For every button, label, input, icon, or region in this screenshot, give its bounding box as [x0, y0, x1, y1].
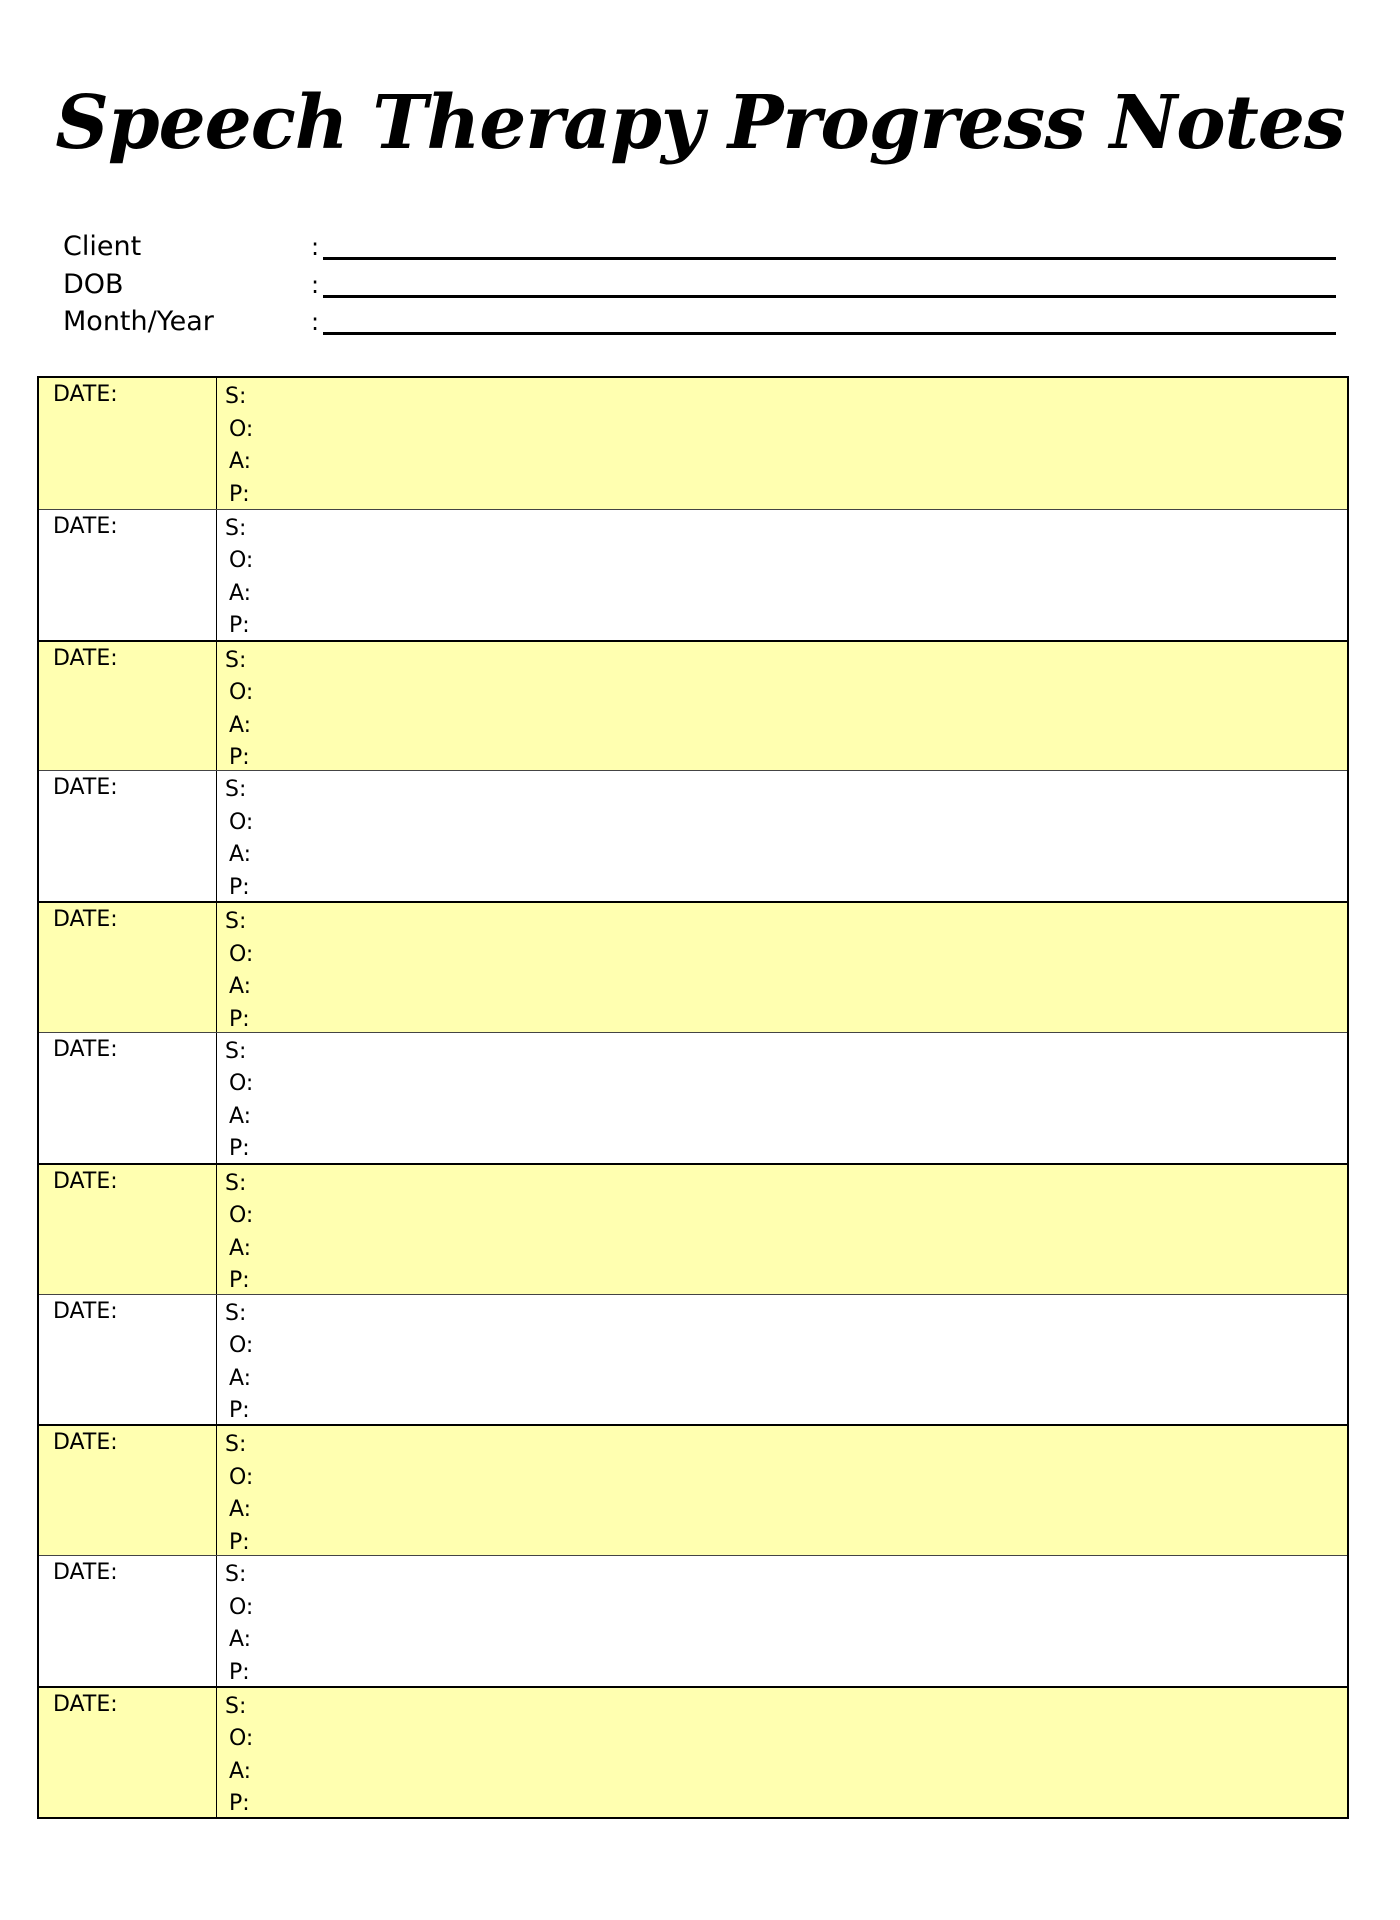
note-entry-row [39, 1163, 1347, 1294]
assessment-label: A: [229, 1497, 252, 1523]
objective-label: O: [229, 548, 254, 574]
note-entry-row [39, 770, 1347, 901]
date-label: DATE: [53, 513, 118, 539]
soap-cell [225, 1036, 253, 1166]
note-entry-row [39, 378, 1347, 509]
subjective-label: S: [225, 647, 247, 673]
plan-label: P: [229, 1268, 250, 1294]
note-entry-row [39, 1294, 1347, 1425]
note-entry-row [39, 640, 1347, 771]
objective-label: O: [229, 809, 254, 835]
date-cell [39, 1165, 217, 1294]
note-entry-row [39, 1555, 1347, 1686]
objective-label: O: [229, 1071, 254, 1097]
dob-label: DOB [63, 268, 124, 300]
plan-label: P: [229, 1659, 250, 1685]
plan-label: P: [229, 1791, 250, 1817]
assessment-label: A: [229, 712, 252, 738]
plan-label: P: [229, 745, 250, 771]
note-entry-row [39, 1686, 1347, 1817]
date-label: DATE: [53, 1036, 118, 1062]
soap-cell [225, 513, 253, 643]
note-entry-row [39, 1424, 1347, 1555]
date-label: DATE: [53, 1430, 118, 1456]
note-entry-row [39, 509, 1347, 640]
objective-label: O: [229, 416, 254, 442]
client-blank-line [323, 257, 1336, 260]
date-cell [39, 1033, 217, 1163]
date-cell [39, 903, 217, 1032]
soap-cell [225, 906, 253, 1036]
plan-label: P: [229, 613, 250, 639]
assessment-label: A: [229, 1758, 252, 1784]
date-label: DATE: [53, 1691, 118, 1717]
plan-label: P: [229, 481, 250, 507]
plan-label: P: [229, 1398, 250, 1424]
date-label: DATE: [53, 382, 118, 407]
objective-label: O: [229, 1594, 254, 1620]
date-label: DATE: [53, 1298, 118, 1324]
assessment-label: A: [229, 974, 252, 1000]
date-cell [39, 1295, 217, 1425]
plan-label: P: [229, 1136, 250, 1162]
client-label: Client [63, 231, 142, 262]
date-label: DATE: [53, 1168, 118, 1194]
subjective-label: S: [225, 1170, 247, 1196]
soap-cell [225, 381, 253, 511]
client-colon: : [311, 233, 320, 261]
soap-cell [225, 645, 253, 775]
plan-label: P: [229, 1529, 250, 1555]
soap-cell [225, 1429, 253, 1559]
subjective-label: S: [225, 1038, 247, 1064]
soap-cell [225, 774, 253, 904]
plan-label: P: [229, 874, 250, 900]
assessment-label: A: [229, 580, 252, 606]
assessment-label: A: [229, 1103, 252, 1129]
objective-label: O: [229, 941, 254, 967]
date-cell [39, 510, 217, 640]
soap-cell [225, 1559, 253, 1689]
date-label: DATE: [53, 775, 118, 801]
date-cell [39, 771, 217, 901]
month-year-colon: : [311, 308, 320, 336]
date-cell [39, 642, 217, 771]
dob-blank-line [323, 295, 1336, 298]
date-cell [39, 1426, 217, 1555]
objective-label: O: [229, 1726, 254, 1752]
objective-label: O: [229, 680, 254, 706]
assessment-label: A: [229, 1365, 252, 1391]
subjective-label: S: [225, 515, 247, 541]
assessment-label: A: [229, 842, 252, 868]
subjective-label: S: [225, 777, 247, 803]
dob-colon: : [311, 270, 320, 299]
date-label: DATE: [53, 907, 118, 933]
assessment-label: A: [229, 449, 252, 474]
soap-cell [225, 1168, 253, 1298]
objective-label: O: [229, 1333, 254, 1359]
note-entry-row [39, 1032, 1347, 1163]
month-year-blank-line [323, 332, 1336, 335]
plan-label: P: [229, 1006, 250, 1032]
note-entry-row [39, 901, 1347, 1032]
date-cell [39, 1688, 217, 1817]
page-title: Speech Therapy Progress Notes [55, 80, 1345, 166]
subjective-label: S: [225, 384, 247, 409]
month-year-label: Month/Year [63, 306, 214, 337]
date-cell [39, 1556, 217, 1686]
subjective-label: S: [225, 909, 247, 935]
soap-cell [225, 1298, 253, 1428]
assessment-label: A: [229, 1235, 252, 1261]
date-cell [39, 378, 217, 509]
soap-cell [225, 1691, 253, 1821]
subjective-label: S: [225, 1562, 247, 1588]
subjective-label: S: [225, 1300, 247, 1326]
objective-label: O: [229, 1203, 254, 1229]
subjective-label: S: [225, 1432, 247, 1458]
assessment-label: A: [229, 1627, 252, 1653]
progress-notes-table [37, 376, 1349, 1819]
subjective-label: S: [225, 1693, 247, 1719]
objective-label: O: [229, 1464, 254, 1490]
date-label: DATE: [53, 645, 118, 671]
date-label: DATE: [53, 1560, 118, 1586]
